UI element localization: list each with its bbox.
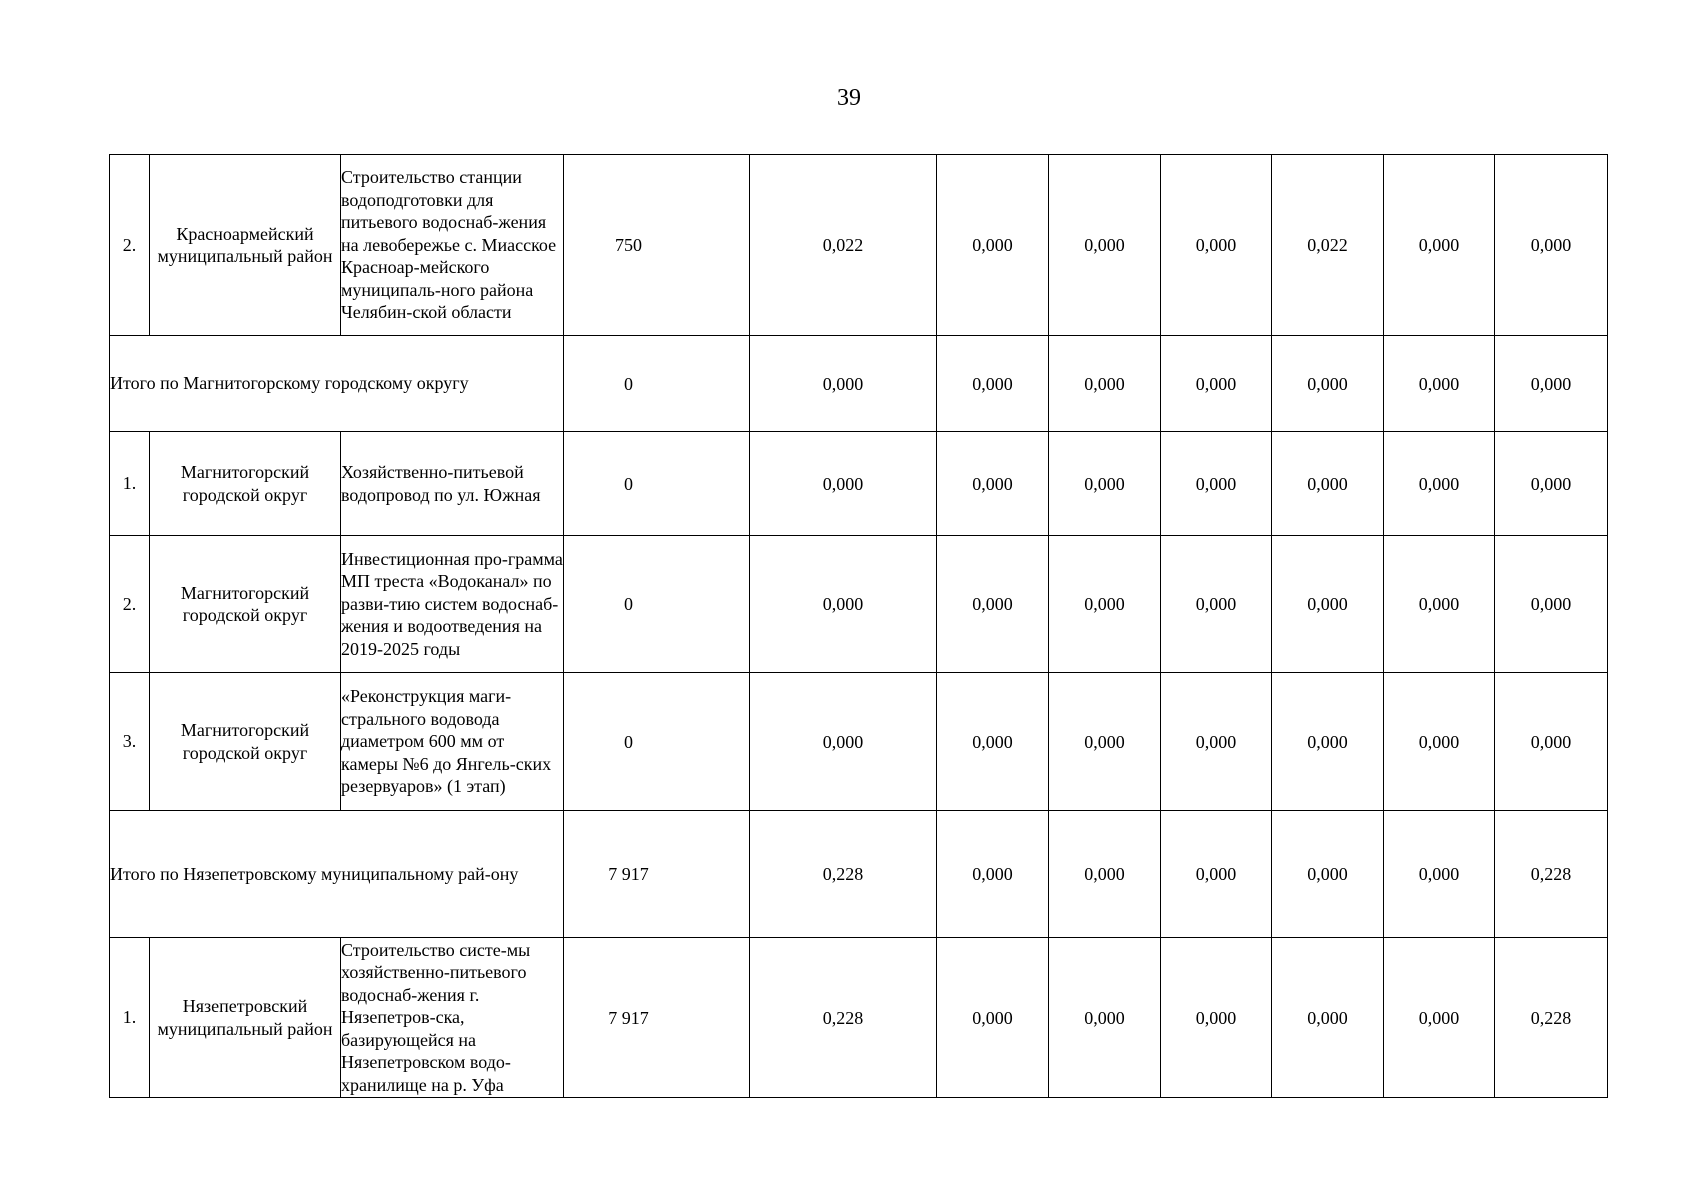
total-row xyxy=(110,811,1608,938)
value-text: 0 xyxy=(624,594,633,614)
value-cell xyxy=(1272,811,1384,938)
value-cell xyxy=(564,536,750,673)
data-table xyxy=(109,154,1608,1098)
value-text: 0 xyxy=(624,731,633,752)
value-cell xyxy=(564,432,750,536)
value-cell xyxy=(1161,432,1272,536)
table-row xyxy=(110,673,1608,811)
value-cell xyxy=(1384,155,1495,336)
value-cell xyxy=(937,155,1049,336)
row-number: 2. xyxy=(110,536,150,673)
value-cell xyxy=(1384,811,1495,938)
value-cell xyxy=(564,673,750,811)
value-cell xyxy=(937,536,1049,673)
total-label: Итого по Магнитогорскому городскому округу xyxy=(110,373,469,394)
value-text: 0,000 xyxy=(972,1007,1013,1028)
table-row xyxy=(110,155,1608,336)
value-text: 0,000 xyxy=(1418,473,1460,494)
value-text: 0,000 xyxy=(972,864,1013,884)
value-cell xyxy=(1049,432,1161,536)
value-text: 0,000 xyxy=(1307,731,1348,752)
value-cell xyxy=(750,336,937,432)
value-cell xyxy=(1161,336,1272,432)
value-cell xyxy=(1049,673,1161,811)
value-cell xyxy=(750,811,937,938)
value-text: 0,000 xyxy=(972,594,1013,614)
value-text: 0,000 xyxy=(972,373,1013,394)
value-text: 0,000 xyxy=(1084,731,1125,752)
row-number: 1. xyxy=(110,432,150,536)
value-text: 0,000 xyxy=(1195,373,1237,394)
value-cell xyxy=(1384,673,1495,811)
value-text: 7 917 xyxy=(608,1007,649,1028)
value-cell xyxy=(1384,432,1495,536)
value-cell xyxy=(750,938,937,1098)
value-cell xyxy=(564,336,750,432)
value-text: 0,000 xyxy=(1084,235,1125,255)
object-description-cell: Хозяйственно-питьевой водопровод по ул. Южная xyxy=(341,432,564,536)
total-label: Итого по Нязепетровскому муниципальному рай-ону xyxy=(110,863,519,884)
value-cell xyxy=(1384,336,1495,432)
value-text: 0,000 xyxy=(1307,373,1348,394)
value-cell xyxy=(1495,155,1608,336)
municipality-cell: Магнитогорский городской округ xyxy=(150,673,341,811)
value-cell xyxy=(1049,536,1161,673)
value-text: 0,000 xyxy=(1418,1007,1460,1028)
value-cell xyxy=(1495,536,1608,673)
value-cell xyxy=(937,673,1049,811)
value-text: 0,000 xyxy=(1530,373,1572,394)
value-text: 0,000 xyxy=(1084,473,1125,494)
value-text: 0,000 xyxy=(1195,594,1237,614)
total-row xyxy=(110,336,1608,432)
value-text: 0,228 xyxy=(822,864,864,884)
value-text: 0,000 xyxy=(822,373,864,394)
municipality-cell: Магнитогорский городской округ xyxy=(150,536,341,673)
table-row xyxy=(110,536,1608,673)
value-text: 0,228 xyxy=(1530,864,1572,884)
value-text: 0,000 xyxy=(822,594,864,614)
table-row xyxy=(110,938,1608,1098)
value-text: 0,000 xyxy=(972,235,1013,255)
value-cell xyxy=(1384,536,1495,673)
value-cell xyxy=(1161,673,1272,811)
value-text: 0,000 xyxy=(1195,864,1237,884)
value-text: 0,000 xyxy=(1307,473,1348,494)
value-text: 0,000 xyxy=(972,731,1013,752)
value-cell xyxy=(1049,155,1161,336)
value-text: 0,000 xyxy=(1307,864,1348,884)
value-text: 0,000 xyxy=(1195,235,1237,255)
value-text: 0,000 xyxy=(822,473,864,494)
value-text: 0,000 xyxy=(1084,373,1125,394)
value-cell xyxy=(1272,432,1384,536)
value-cell xyxy=(750,536,937,673)
value-text: 0,000 xyxy=(1418,731,1460,752)
row-number: 2. xyxy=(110,155,150,336)
row-number: 1. xyxy=(110,938,150,1098)
value-text: 0,000 xyxy=(1418,373,1460,394)
value-text: 0,000 xyxy=(1530,731,1572,752)
value-cell xyxy=(1161,536,1272,673)
value-cell xyxy=(564,938,750,1098)
object-description-cell: Строительство станции водоподготовки для питьевого водоснаб-жения на левобережье с. Миасское Красноар-мейского муниципаль-ного района Челябин-ской области xyxy=(341,155,564,336)
value-cell xyxy=(1049,811,1161,938)
value-cell xyxy=(1161,155,1272,336)
total-label-cell xyxy=(110,811,564,938)
value-text: 0 xyxy=(624,473,633,494)
value-cell xyxy=(1049,336,1161,432)
value-cell xyxy=(1272,938,1384,1098)
value-cell xyxy=(750,673,937,811)
value-text: 0,000 xyxy=(1084,864,1125,884)
object-description-cell: Инвестиционная про-грамма МП треста «Водоканал» по разви-тию систем водоснаб-жения и водоотведения на 2019-2025 годы xyxy=(341,536,564,673)
value-cell xyxy=(750,432,937,536)
value-cell xyxy=(1272,336,1384,432)
page-number: 39 xyxy=(837,85,861,111)
value-cell xyxy=(1049,938,1161,1098)
value-text: 0,000 xyxy=(1418,864,1460,884)
value-text: 0,022 xyxy=(822,235,864,255)
municipality-cell: Нязепетровский муниципальный район xyxy=(150,938,341,1098)
value-cell xyxy=(1495,938,1608,1098)
value-text: 0,000 xyxy=(972,473,1013,494)
value-cell xyxy=(1272,155,1384,336)
municipality-cell: Магнитогорский городской округ xyxy=(150,432,341,536)
value-text: 0 xyxy=(624,373,633,394)
value-text: 0,000 xyxy=(1195,731,1237,752)
value-text: 750 xyxy=(615,235,642,255)
value-cell xyxy=(1161,938,1272,1098)
value-cell xyxy=(564,155,750,336)
value-cell xyxy=(1495,811,1608,938)
value-cell xyxy=(937,432,1049,536)
value-text: 0,228 xyxy=(1530,1007,1572,1028)
value-cell xyxy=(1495,336,1608,432)
value-cell xyxy=(1384,938,1495,1098)
object-description-cell: Строительство систе-мы хозяйственно-питьевого водоснаб-жения г. Нязепетров-ска, базирующейся на Нязепетровском водо-хранилище на р. Уфа xyxy=(341,938,564,1098)
row-number: 3. xyxy=(110,673,150,811)
value-text: 0,000 xyxy=(1084,1007,1125,1028)
value-cell xyxy=(1272,536,1384,673)
value-cell xyxy=(750,155,937,336)
value-text: 0,000 xyxy=(822,731,864,752)
value-cell xyxy=(1272,673,1384,811)
value-text: 0,000 xyxy=(1307,594,1348,614)
value-text: 0,000 xyxy=(1084,594,1125,614)
value-text: 0,000 xyxy=(1530,594,1572,614)
value-text: 7 917 xyxy=(608,864,649,884)
value-text: 0,000 xyxy=(1530,235,1572,255)
value-cell xyxy=(1495,673,1608,811)
value-text: 0,228 xyxy=(822,1007,864,1028)
value-cell xyxy=(1495,432,1608,536)
value-text: 0,000 xyxy=(1195,473,1237,494)
value-text: 0,000 xyxy=(1307,1007,1348,1028)
value-text: 0,000 xyxy=(1418,235,1460,255)
value-text: 0,000 xyxy=(1530,473,1572,494)
value-cell xyxy=(564,811,750,938)
value-cell xyxy=(1161,811,1272,938)
value-text: 0,000 xyxy=(1195,1007,1237,1028)
municipality-cell: Красноармейский муниципальный район xyxy=(150,155,341,336)
value-cell xyxy=(937,938,1049,1098)
value-text: 0,022 xyxy=(1307,235,1348,255)
value-text: 0,000 xyxy=(1418,594,1460,614)
object-description-cell: «Реконструкция маги-стрального водовода диаметром 600 мм от камеры №6 до Янгель-ских резервуаров» (1 этап) xyxy=(341,673,564,811)
table-row xyxy=(110,432,1608,536)
total-label-cell xyxy=(110,336,564,432)
value-cell xyxy=(937,811,1049,938)
value-cell xyxy=(937,336,1049,432)
